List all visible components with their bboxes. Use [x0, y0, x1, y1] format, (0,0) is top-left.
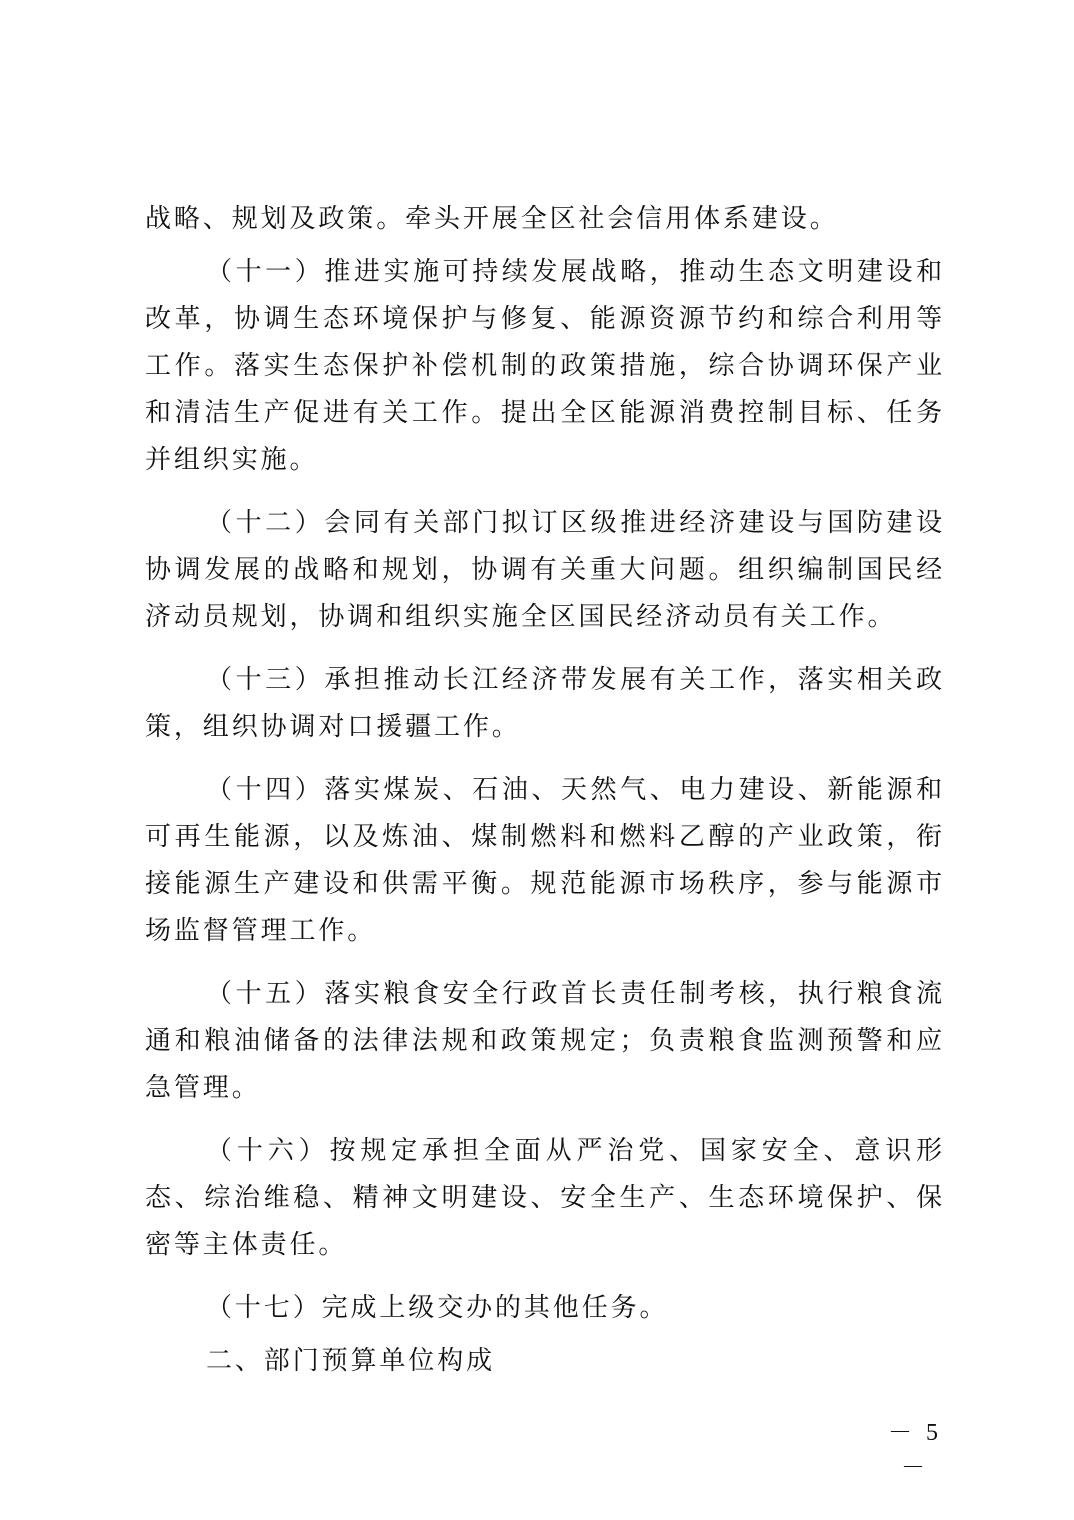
paragraph-item-11: （十一）推进实施可持续发展战略，推动生态文明建设和改革，协调生态环境保护与修复、能源资源节约和综合利用等工作。落实生态保护补偿机制的政策措施，综合协调环保产业和清洁生产促进有关工作。提出全区能源消费控制目标、任务并组织实施。 — [145, 257, 945, 475]
paragraph-item-17: （十七）完成上级交办的其他任务。 — [206, 1293, 669, 1323]
body-text — [145, 196, 945, 1385]
section-heading: 二、部门预算单位构成 — [206, 1346, 496, 1376]
paragraph-item-15: （十五）落实粮食安全行政首长责任制考核，执行粮食流通和粮油储备的法律法规和政策规定；负责粮食监测预警和应急管理。 — [145, 979, 945, 1103]
page-number: － 5 － — [888, 1420, 942, 1481]
paragraph-item-14: （十四）落实煤炭、石油、天然气、电力建设、新能源和可再生能源，以及炼油、煤制燃料和燃料乙醇的产业政策，衔接能源生产建设和供需平衡。规范能源市场秩序，参与能源市场监督管理工作。 — [145, 775, 945, 946]
paragraph-continuation: 战略、规划及政策。牵头开展全区社会信用体系建设。 — [145, 204, 839, 234]
paragraph-item-16: （十六）按规定承担全面从严治党、国家安全、意识形态、综治维稳、精神文明建设、安全生产、生态环境保护、保密等主体责任。 — [145, 1136, 945, 1260]
paragraph-item-12: （十二）会同有关部门拟订区级推进经济建设与国防建设协调发展的战略和规划，协调有关重大问题。组织编制国民经济动员规划，协调和组织实施全区国民经济动员有关工作。 — [145, 508, 945, 632]
paragraph-item-13: （十三）承担推动长江经济带发展有关工作，落实相关政策，组织协调对口援疆工作。 — [145, 665, 945, 742]
